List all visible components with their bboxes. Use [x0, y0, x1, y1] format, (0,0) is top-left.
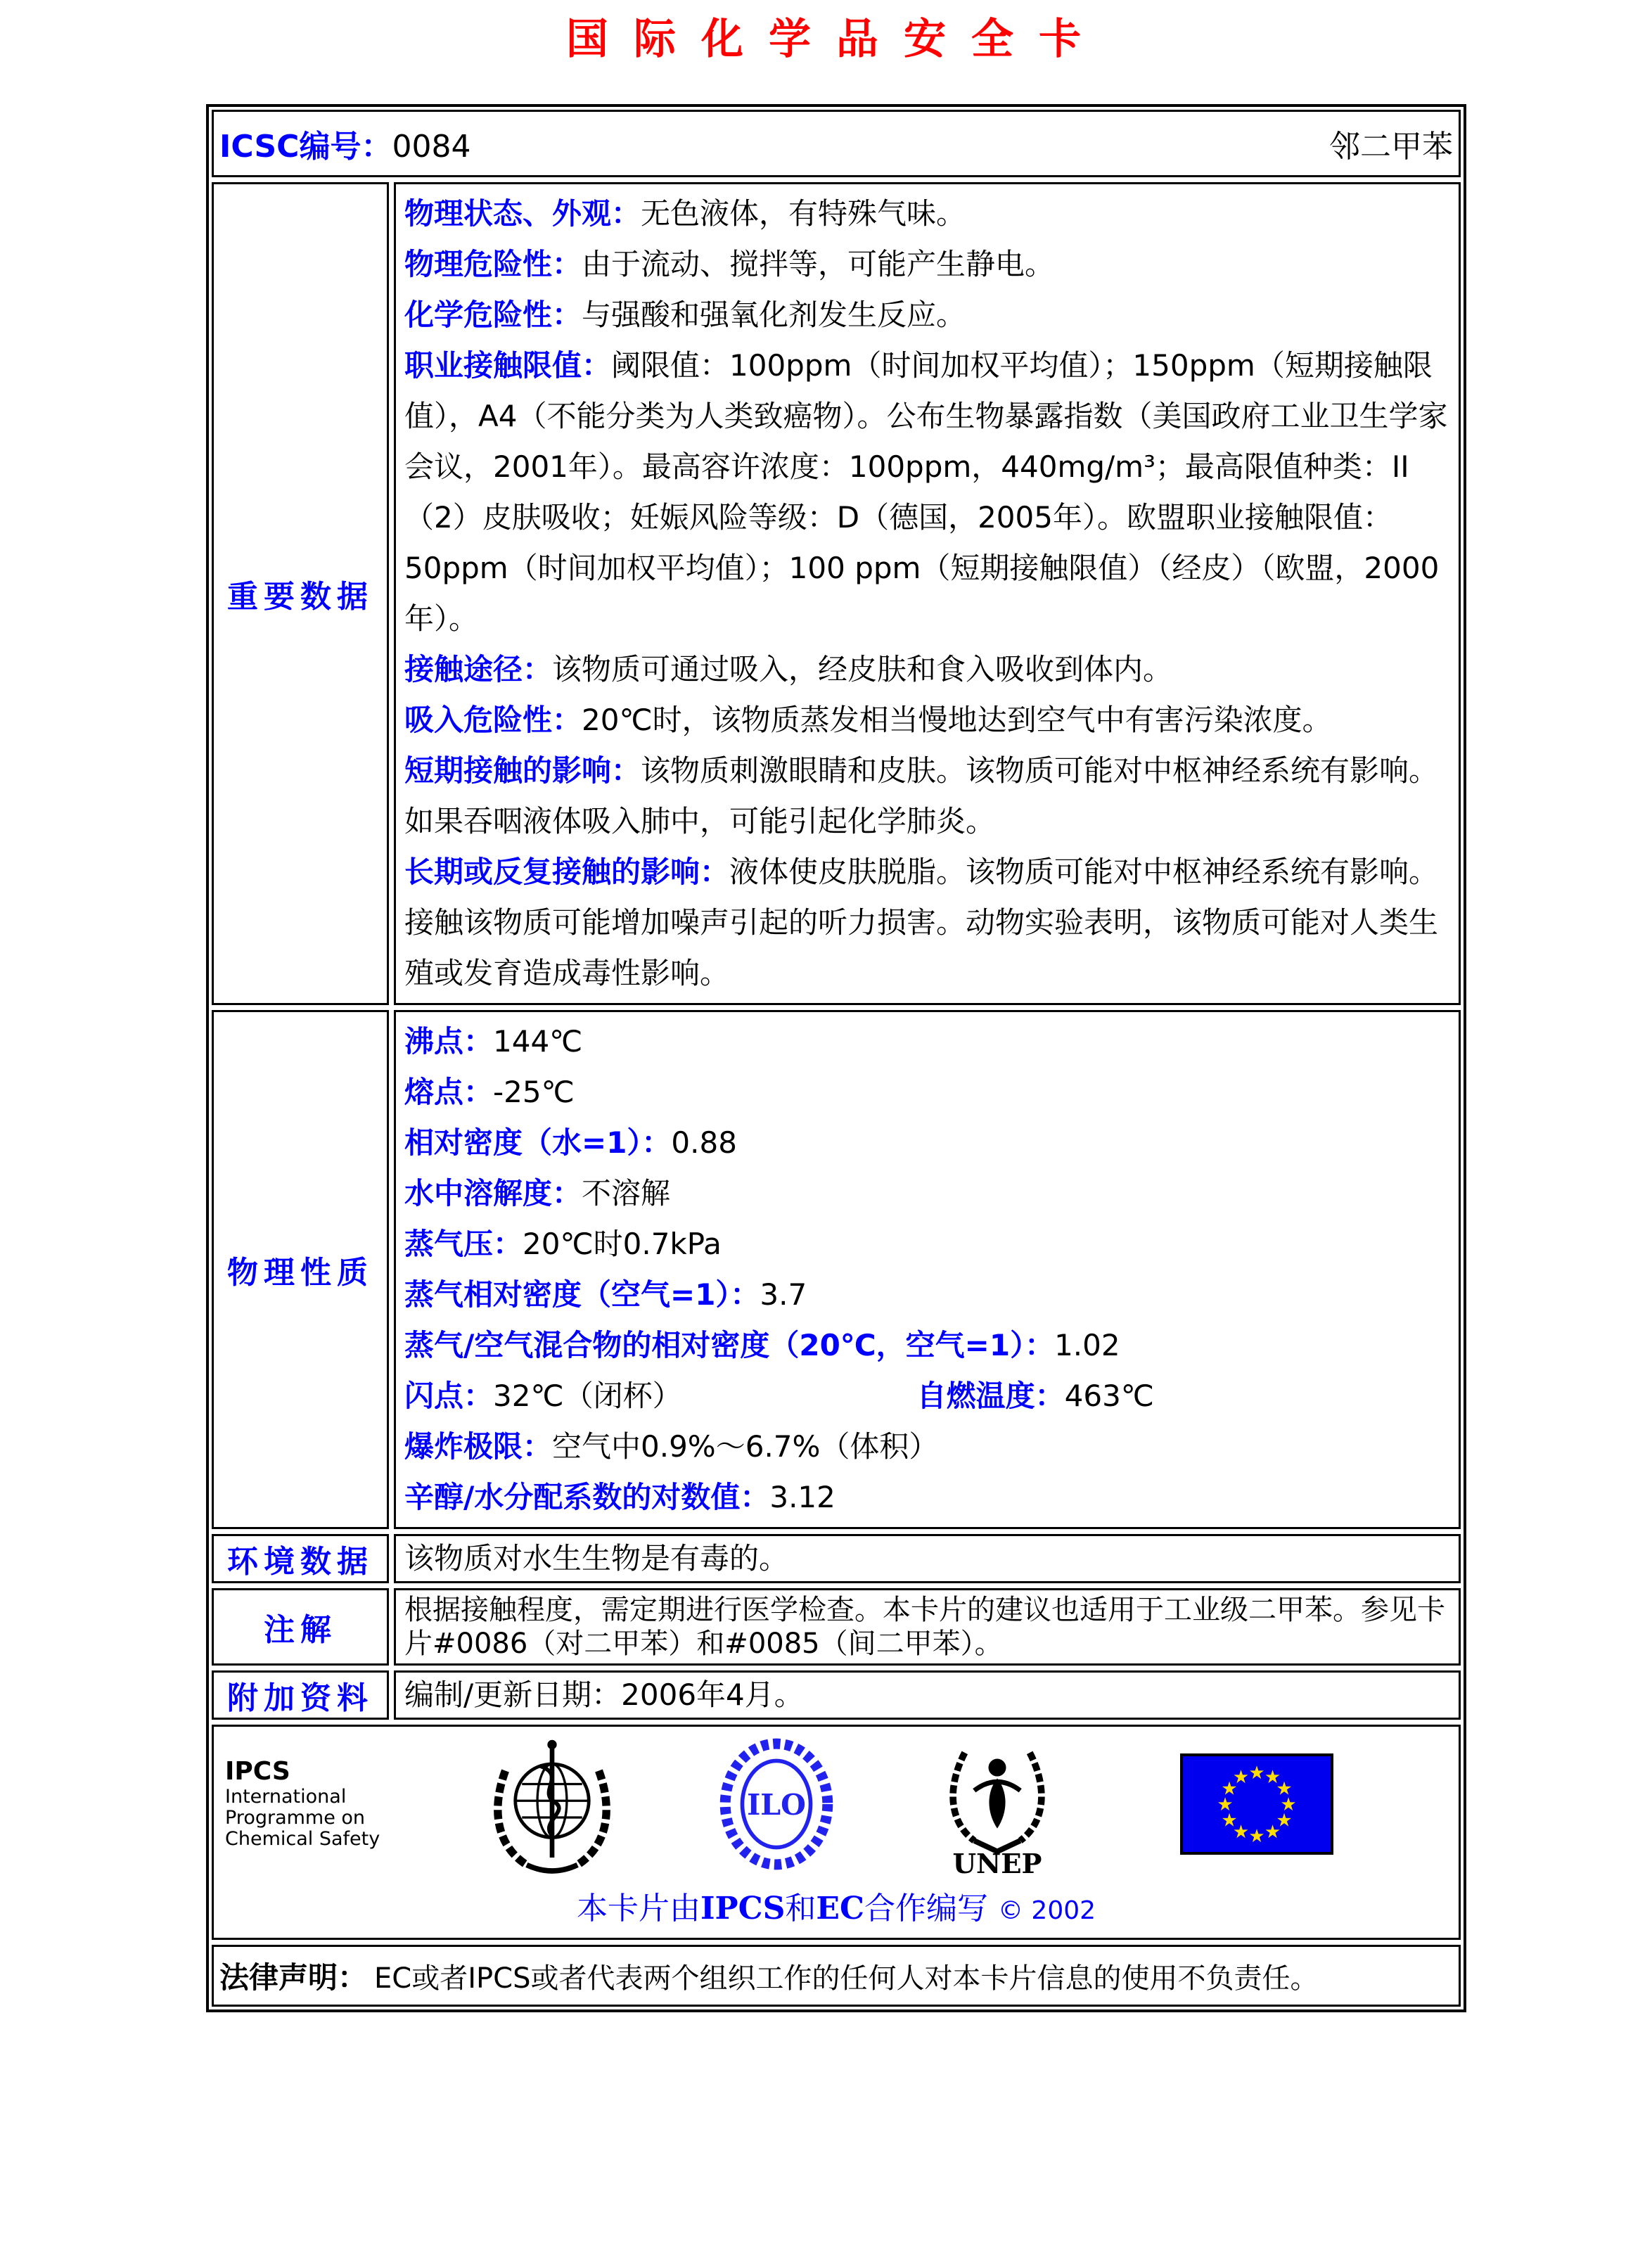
logo-strip	[221, 1732, 1452, 1879]
who-logo-icon	[485, 1734, 619, 1877]
svg-text:★: ★	[1221, 1810, 1238, 1832]
entry-boiling-point: 沸点：144℃	[404, 1024, 583, 1059]
environmental-data-content: 该物质对水生生物是有毒的。	[394, 1534, 1461, 1583]
physical-properties-row	[212, 1010, 1461, 1529]
important-data-content	[394, 182, 1461, 1005]
entry-inhalation-risk: 吸入危险性：20℃时，该物质蒸发相当慢地达到空气中有害污染浓度。	[404, 703, 1332, 737]
notes-content: 根据接触程度，需定期进行医学检查。本卡片的建议也适用于工业级二甲苯。参见卡片#0086（对二甲苯）和#0085（间二甲苯）。	[394, 1588, 1461, 1666]
footer-cell	[212, 1725, 1461, 1940]
icsc-number-label: ICSC编号：	[219, 129, 392, 165]
section-label-important-data: 重要数据	[212, 182, 389, 1005]
ipcs-acronym: IPCS	[225, 1757, 290, 1786]
svg-text:★: ★	[1217, 1794, 1234, 1815]
svg-text:★: ★	[1264, 1767, 1281, 1788]
entry-flash-and-autoignition	[404, 1371, 1450, 1421]
physical-properties-content	[394, 1010, 1461, 1529]
entry-melting-point: 熔点：-25℃	[404, 1075, 575, 1109]
section-label-physical-properties: 物理性质	[212, 1010, 389, 1529]
unep-letters: UNEP	[952, 1848, 1042, 1876]
footer-caption: 本卡片由IPCS和EC合作编写 © 2002	[576, 1891, 1096, 1926]
svg-text:★: ★	[1264, 1822, 1281, 1843]
entry-long-term-effects: 长期或反复接触的影响：液体使皮肤脱脂。该物质可能对中枢神经系统有影响。接触该物质可能增加噪声引起的听力损害。动物实验表明，该物质可能对人类生殖或发育造成毒性影响。	[404, 855, 1439, 990]
entry-autoignition-temperature: 自燃温度：463℃	[916, 1379, 1154, 1413]
icsc-number-value: 0084	[392, 129, 471, 165]
icsc-card-table	[206, 104, 1466, 2012]
svg-text:★: ★	[1248, 1763, 1265, 1784]
unep-logo-icon	[935, 1732, 1059, 1879]
header-row	[212, 110, 1461, 177]
svg-text:★: ★	[1276, 1778, 1293, 1800]
section-label-notes: 注解	[212, 1588, 389, 1666]
svg-text:★: ★	[1232, 1767, 1250, 1788]
footer-row	[212, 1725, 1461, 1940]
entry-chemical-danger: 化学危险性：与强酸和强氧化剂发生反应。	[404, 298, 966, 332]
entry-short-term-effects: 短期接触的影响：该物质刺激眼睛和皮肤。该物质可能对中枢神经系统有影响。如果吞咽液体吸入肺中，可能引起化学肺炎。	[404, 753, 1439, 838]
legal-row	[212, 1945, 1461, 2007]
svg-text:★: ★	[1276, 1810, 1293, 1832]
entry-water-solubility: 水中溶解度：不溶解	[404, 1176, 671, 1210]
environmental-data-row	[212, 1534, 1461, 1583]
entry-exposure-routes: 接触途径：该物质可通过吸入，经皮肤和食入吸收到体内。	[404, 652, 1173, 686]
svg-text:★: ★	[1232, 1822, 1250, 1843]
svg-text:★: ★	[1221, 1778, 1238, 1800]
svg-text:★: ★	[1280, 1794, 1297, 1815]
legal-text: EC或者IPCS或者代表两个组织工作的任何人对本卡片信息的使用不负责任。	[374, 1962, 1319, 1995]
entry-physical-danger: 物理危险性：由于流动、搅拌等，可能产生静电。	[404, 247, 1055, 281]
entry-relative-density: 相对密度（水=1）：0.88	[404, 1125, 737, 1160]
eu-flag-icon	[1180, 1753, 1333, 1858]
page-title: 国际化学品安全卡	[566, 15, 1106, 64]
legal-cell	[212, 1945, 1461, 2007]
entry-octanol-water-partition: 辛醇/水分配系数的对数值：3.12	[404, 1480, 835, 1514]
entry-vapor-air-mixture-density: 蒸气/空气混合物的相对密度（20℃，空气=1）：1.02	[404, 1328, 1120, 1362]
entry-explosive-limits: 爆炸极限：空气中0.9%～6.7%（体积）	[404, 1429, 939, 1464]
entry-flash-point: 闪点：32℃（闭杯）	[404, 1379, 682, 1413]
icsc-number-group	[219, 121, 470, 166]
header-cell	[212, 110, 1461, 177]
entry-physical-state: 物理状态、外观：无色液体，有特殊气味。	[404, 196, 966, 231]
legal-label: 法律声明：	[219, 1960, 368, 1995]
svg-text:★: ★	[1248, 1826, 1265, 1847]
entry-occupational-limits: 职业接触限值：阈限值：100ppm（时间加权平均值）；150ppm（短期接触限值），A4（不能分类为人类致癌物）。公布生物暴露指数（美国政府工业卫生学家会议，2001年）。最高容许浓度：100ppm，440mg/m³；最高限值种类：II（2）皮肤吸收；妊娠风险等级：D（德国，2005年）。欧盟职业接触限值：50ppm（时间加权平均值）；100 ppm（短期接触限值）（经皮）（欧盟，2000年）。	[404, 348, 1448, 636]
additional-info-row	[212, 1670, 1461, 1720]
entry-vapor-relative-density: 蒸气相对密度（空气=1）：3.7	[404, 1277, 807, 1312]
additional-info-content: 编制/更新日期：2006年4月。	[394, 1670, 1461, 1720]
ilo-logo-icon	[717, 1735, 835, 1876]
ilo-letters: ILO	[747, 1787, 806, 1822]
chemical-name: 邻二甲苯	[1329, 129, 1453, 165]
ipcs-text-block: IPCS International Programme on Chemical Safety	[225, 1761, 401, 1850]
entry-vapor-pressure: 蒸气压：20℃时0.7kPa	[404, 1227, 722, 1261]
notes-row	[212, 1588, 1461, 1666]
section-label-environmental-data: 环境数据	[212, 1534, 389, 1583]
section-label-additional-info: 附加资料	[212, 1670, 389, 1720]
important-data-row	[212, 182, 1461, 1005]
copyright: © 2002	[997, 1896, 1096, 1925]
